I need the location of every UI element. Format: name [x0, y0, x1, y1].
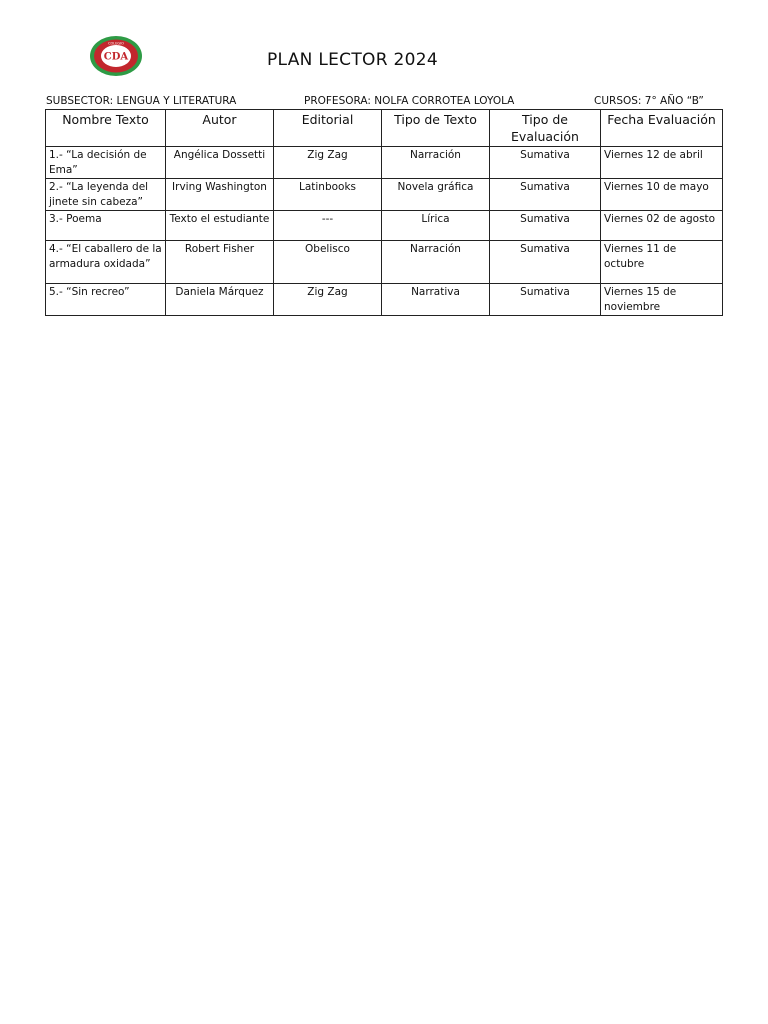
header-tipo-evaluacion: Tipo de Evaluación [490, 110, 601, 147]
cell-autor: Robert Fisher [166, 241, 274, 284]
cell-editorial: Zig Zag [274, 284, 382, 316]
cell-autor: Angélica Dossetti [166, 147, 274, 179]
header-tipo-texto: Tipo de Texto [382, 110, 490, 147]
page-title: PLAN LECTOR 2024 [267, 50, 438, 70]
cursos-label: CURSOS: 7° AÑO “B” [594, 95, 704, 107]
school-logo [89, 35, 143, 77]
cell-fecha-evaluacion: Viernes 10 de mayo [601, 179, 723, 211]
header-nombre-texto: Nombre Texto [46, 110, 166, 147]
cell-tipo-texto: Narración [382, 241, 490, 284]
school-seal-icon [89, 35, 143, 77]
cell-autor: Texto el estudiante [166, 211, 274, 241]
logo-arc-text: COLEGIO [108, 41, 124, 46]
logo-text: CDA [103, 51, 129, 63]
cell-autor: Irving Washington [166, 179, 274, 211]
profesora-label: PROFESORA: NOLFA CORROTEA LOYOLA [304, 95, 515, 107]
cell-nombre-texto: 5.- “Sin recreo” [46, 284, 166, 316]
reading-plan-table [45, 109, 723, 316]
cell-fecha-evaluacion: Viernes 15 de noviembre [601, 284, 723, 316]
cell-tipo-texto: Lírica [382, 211, 490, 241]
table-header-row [46, 110, 723, 147]
cell-nombre-texto: 4.- “El caballero de la armadura oxidada” [46, 241, 166, 284]
cell-tipo-evaluacion: Sumativa [490, 284, 601, 316]
subsector-label: SUBSECTOR: LENGUA Y LITERATURA [46, 95, 237, 107]
cell-fecha-evaluacion: Viernes 11 de octubre [601, 241, 723, 284]
table-row [46, 211, 723, 241]
cell-editorial: --- [274, 211, 382, 241]
cell-nombre-texto: 3.- Poema [46, 211, 166, 241]
cell-tipo-evaluacion: Sumativa [490, 211, 601, 241]
header-autor: Autor [166, 110, 274, 147]
header-fecha-evaluacion: Fecha Evaluación [601, 110, 723, 147]
cell-tipo-texto: Narración [382, 147, 490, 179]
cell-fecha-evaluacion: Viernes 12 de abril [601, 147, 723, 179]
table-row [46, 241, 723, 284]
cell-editorial: Obelisco [274, 241, 382, 284]
cell-nombre-texto: 2.- “La leyenda del jinete sin cabeza” [46, 179, 166, 211]
cell-autor: Daniela Márquez [166, 284, 274, 316]
table-row [46, 147, 723, 179]
cell-tipo-evaluacion: Sumativa [490, 241, 601, 284]
table-row [46, 284, 723, 316]
cell-editorial: Latinbooks [274, 179, 382, 211]
cell-tipo-evaluacion: Sumativa [490, 147, 601, 179]
cell-tipo-evaluacion: Sumativa [490, 179, 601, 211]
cell-editorial: Zig Zag [274, 147, 382, 179]
cell-tipo-texto: Novela gráfica [382, 179, 490, 211]
cell-fecha-evaluacion: Viernes 02 de agosto [601, 211, 723, 241]
header-editorial: Editorial [274, 110, 382, 147]
cell-nombre-texto: 1.- “La decisión de Ema” [46, 147, 166, 179]
table-row [46, 179, 723, 211]
cell-tipo-texto: Narrativa [382, 284, 490, 316]
